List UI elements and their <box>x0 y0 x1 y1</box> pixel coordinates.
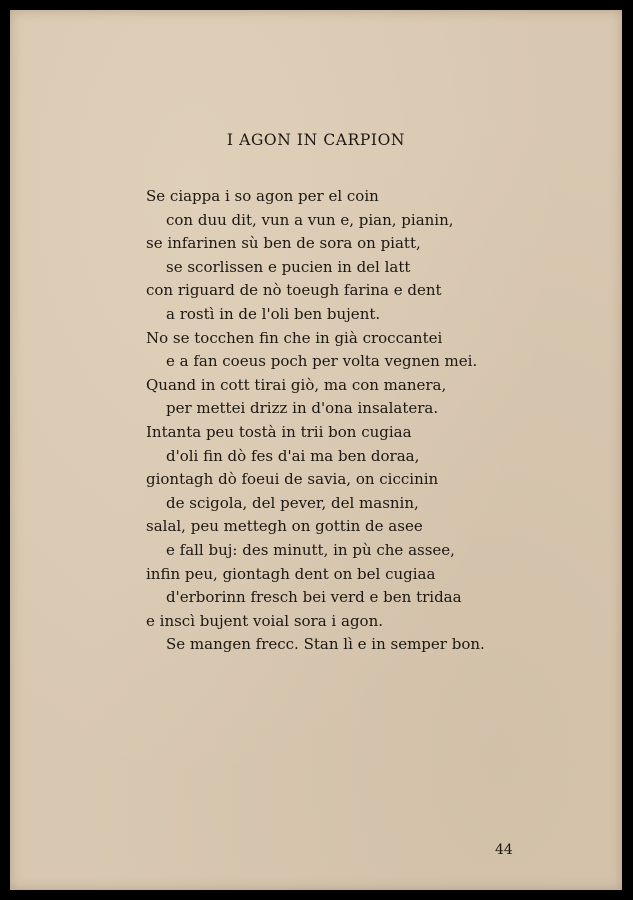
poem-line: e inscì bujent voial sora i agon. <box>146 611 384 630</box>
poem-line: No se tocchen fin che in già croccantei <box>146 328 443 347</box>
poem-title: I AGON IN CARPION <box>226 131 406 149</box>
poem-line: de scigola, del pever, del masnin, <box>166 493 419 512</box>
poem-line: se infarinen sù ben de sora on piatt, <box>146 234 421 253</box>
poem-line: Quand in cott tirai giò, ma con manera, <box>146 375 447 394</box>
poem-body <box>146 185 485 657</box>
poem-line: con duu dit, vun a vun e, pian, pianin, <box>166 210 454 229</box>
poem-line: e fall buj: des minutt, in pù che assee, <box>166 540 455 559</box>
poem-line: d'erborinn fresch bei verd e ben tridaa <box>166 588 462 607</box>
poem-line: salal, peu mettegh on gottin de asee <box>146 517 423 536</box>
poem-line: e a fan coeus poch per volta vegnen mei. <box>166 352 478 371</box>
book-page <box>10 10 622 890</box>
page-number: 44 <box>495 842 513 858</box>
poem-line: infin peu, giontagh dent on bel cugiaa <box>146 564 436 583</box>
poem-line: se scorlissen e pucien in del latt <box>166 257 411 276</box>
poem-line: d'oli fin dò fes d'ai ma ben doraa, <box>166 446 420 465</box>
poem-line: per mettei drizz in d'ona insalatera. <box>166 399 439 418</box>
poem-line: a rostì in de l'oli ben bujent. <box>166 304 381 323</box>
poem-line: Se mangen frecc. Stan lì e in semper bon. <box>166 635 485 654</box>
poem-line: con riguard de nò toeugh farina e dent <box>146 281 442 300</box>
poem-line: giontagh dò foeui de savia, on ciccinin <box>146 470 439 489</box>
poem-line: Intanta peu tostà in trii bon cugiaa <box>146 422 412 441</box>
poem-line: Se ciappa i so agon per el coin <box>146 187 379 205</box>
